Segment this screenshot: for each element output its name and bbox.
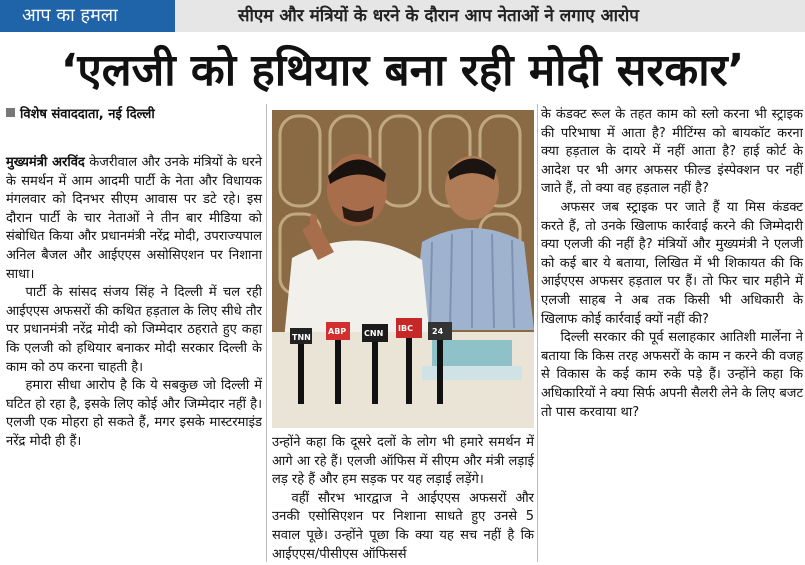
lead-words: मुख्यमंत्री अरविंद [6,155,85,170]
headline: ‘एलजी को हथियार बना रही मोदी सरकार’ [60,45,745,96]
paragraph: वहीं सौरभ भारद्वाज ने आईएएस अफसरों और उनकी एसोसिएशन पर निशाना साधते हुए उनसे 5 सवाल पूछे। उन्होंने पूछा कि क्या यह सच नहीं है कि आईएएस/पीसीएस ऑफिसर्स [272,490,534,562]
column-divider [266,104,267,562]
photo-illustration [272,110,534,428]
paragraph: उन्होंने कहा कि दूसरे दलों के लोग भी हमारे समर्थन में आगे आ रहे हैं। एलजी ऑफिस में सीएम और मंत्री लड़ाई लड़ रहे हैं और हम सड़क पर यह लड़ाई लड़ेंगे। [272,435,534,488]
paragraph: दिल्ली सरकार की पूर्व सलाहकार आतिशी मार्लेना ने बताया कि किस तरह अफसरों के काम न करने की वजह से विकास के कई काम रुके पड़े हैं। उन्होंने कहा कि अधिकारियों ने क्या सिर्फ अपनी सैलरी लेने के लिए बजट तो पास करवाया था? [541,330,803,420]
paragraph-text: केजरीवाल और उनके मंत्रियों के धरने के समर्थन में आम आदमी पार्टी के नेता और विधायक मंगलवार को दिनभर सीएम आवास पर डटे रहे। इस दौरान पार्टी के चार नेताओं ने तीन बार मीडिया को संबोधित किया और प्रधानमंत्री नरेंद्र मोदी, उपराज्यपाल अनिल बैजल और आईएएस असोसिएशन पर निशाना साधा। [6,155,262,282]
byline [6,104,155,122]
paragraph: हमारा सीधा आरोप है कि ये सबकुछ जो दिल्ली में घटित हो रहा है, इसके लिए कोई और जिम्मेदार नहीं है। एलजी एक मोहरा हो सकते हैं, मगर इसके मास्टरमाइंड नरेंद्र मोदी ही हैं। [6,378,262,449]
press-conference-photo [272,110,534,428]
mic-label: ABP [328,327,347,336]
mic-label: 24 [432,327,444,336]
article-column-1 [6,154,262,452]
column-divider [537,104,538,562]
paragraph: पार्टी के सांसद संजय सिंह ने दिल्ली में चल रही आईएएस अफसरों की कथित हड़ताल के लिए सीधे तौर पर प्रधानमंत्री नरेंद्र मोदी को जिम्मेदार ठहराते हुए कहा कि एलजी को हथियार बनाकर मोदी सरकार दिल्ली के काम को ठप करना चाहती है। [6,285,262,375]
strap-line: सीएम और मंत्रियों के धरने के दौरान आप नेताओं ने लगाए आरोप [238,6,639,26]
paragraph: अफसर जब स्ट्राइक पर जाते हैं या मिस कंडक्ट करते हैं, तो उनके खिलाफ कार्रवाई करने की जिम्मेदारी क्या एलजी की नहीं है? मंत्रियों और मुख्यमंत्री ने एलजी को कई बार ये बताया, लिखित में भी शिकायत की कि आईएएस अफसर हड़ताल पर हैं। तो फिर चार महीने में एलजी साहब ने अब तक किसी भी अधिकारी के खिलाफ कोई कार्रवाई क्यों नहीं की? [541,199,803,327]
article-column-2 [272,434,534,564]
article-column-3 [541,106,803,422]
paragraph: के कंडक्ट रूल के तहत काम को स्लो करना भी स्ट्राइक की परिभाषा में आता है? मीटिंग्स को बायकॉट करना क्या हड़ताल के दायरे में नहीं आता है? हाई कोर्ट के आदेश पर भी अगर अफसर फील्ड इंस्पेक्शन पर नहीं जाते हैं, तो क्या वह हड़ताल नहीं है? [541,107,803,197]
mic-label: CNN [364,329,384,338]
byline-text: विशेष संवाददाता, नई दिल्ली [20,107,155,122]
mic-label: IBC [398,324,413,333]
mic-label: TNN [292,333,311,342]
section-kicker: आप का हमला [0,0,175,32]
bullet-square-icon [6,108,15,117]
paragraph [6,154,262,284]
